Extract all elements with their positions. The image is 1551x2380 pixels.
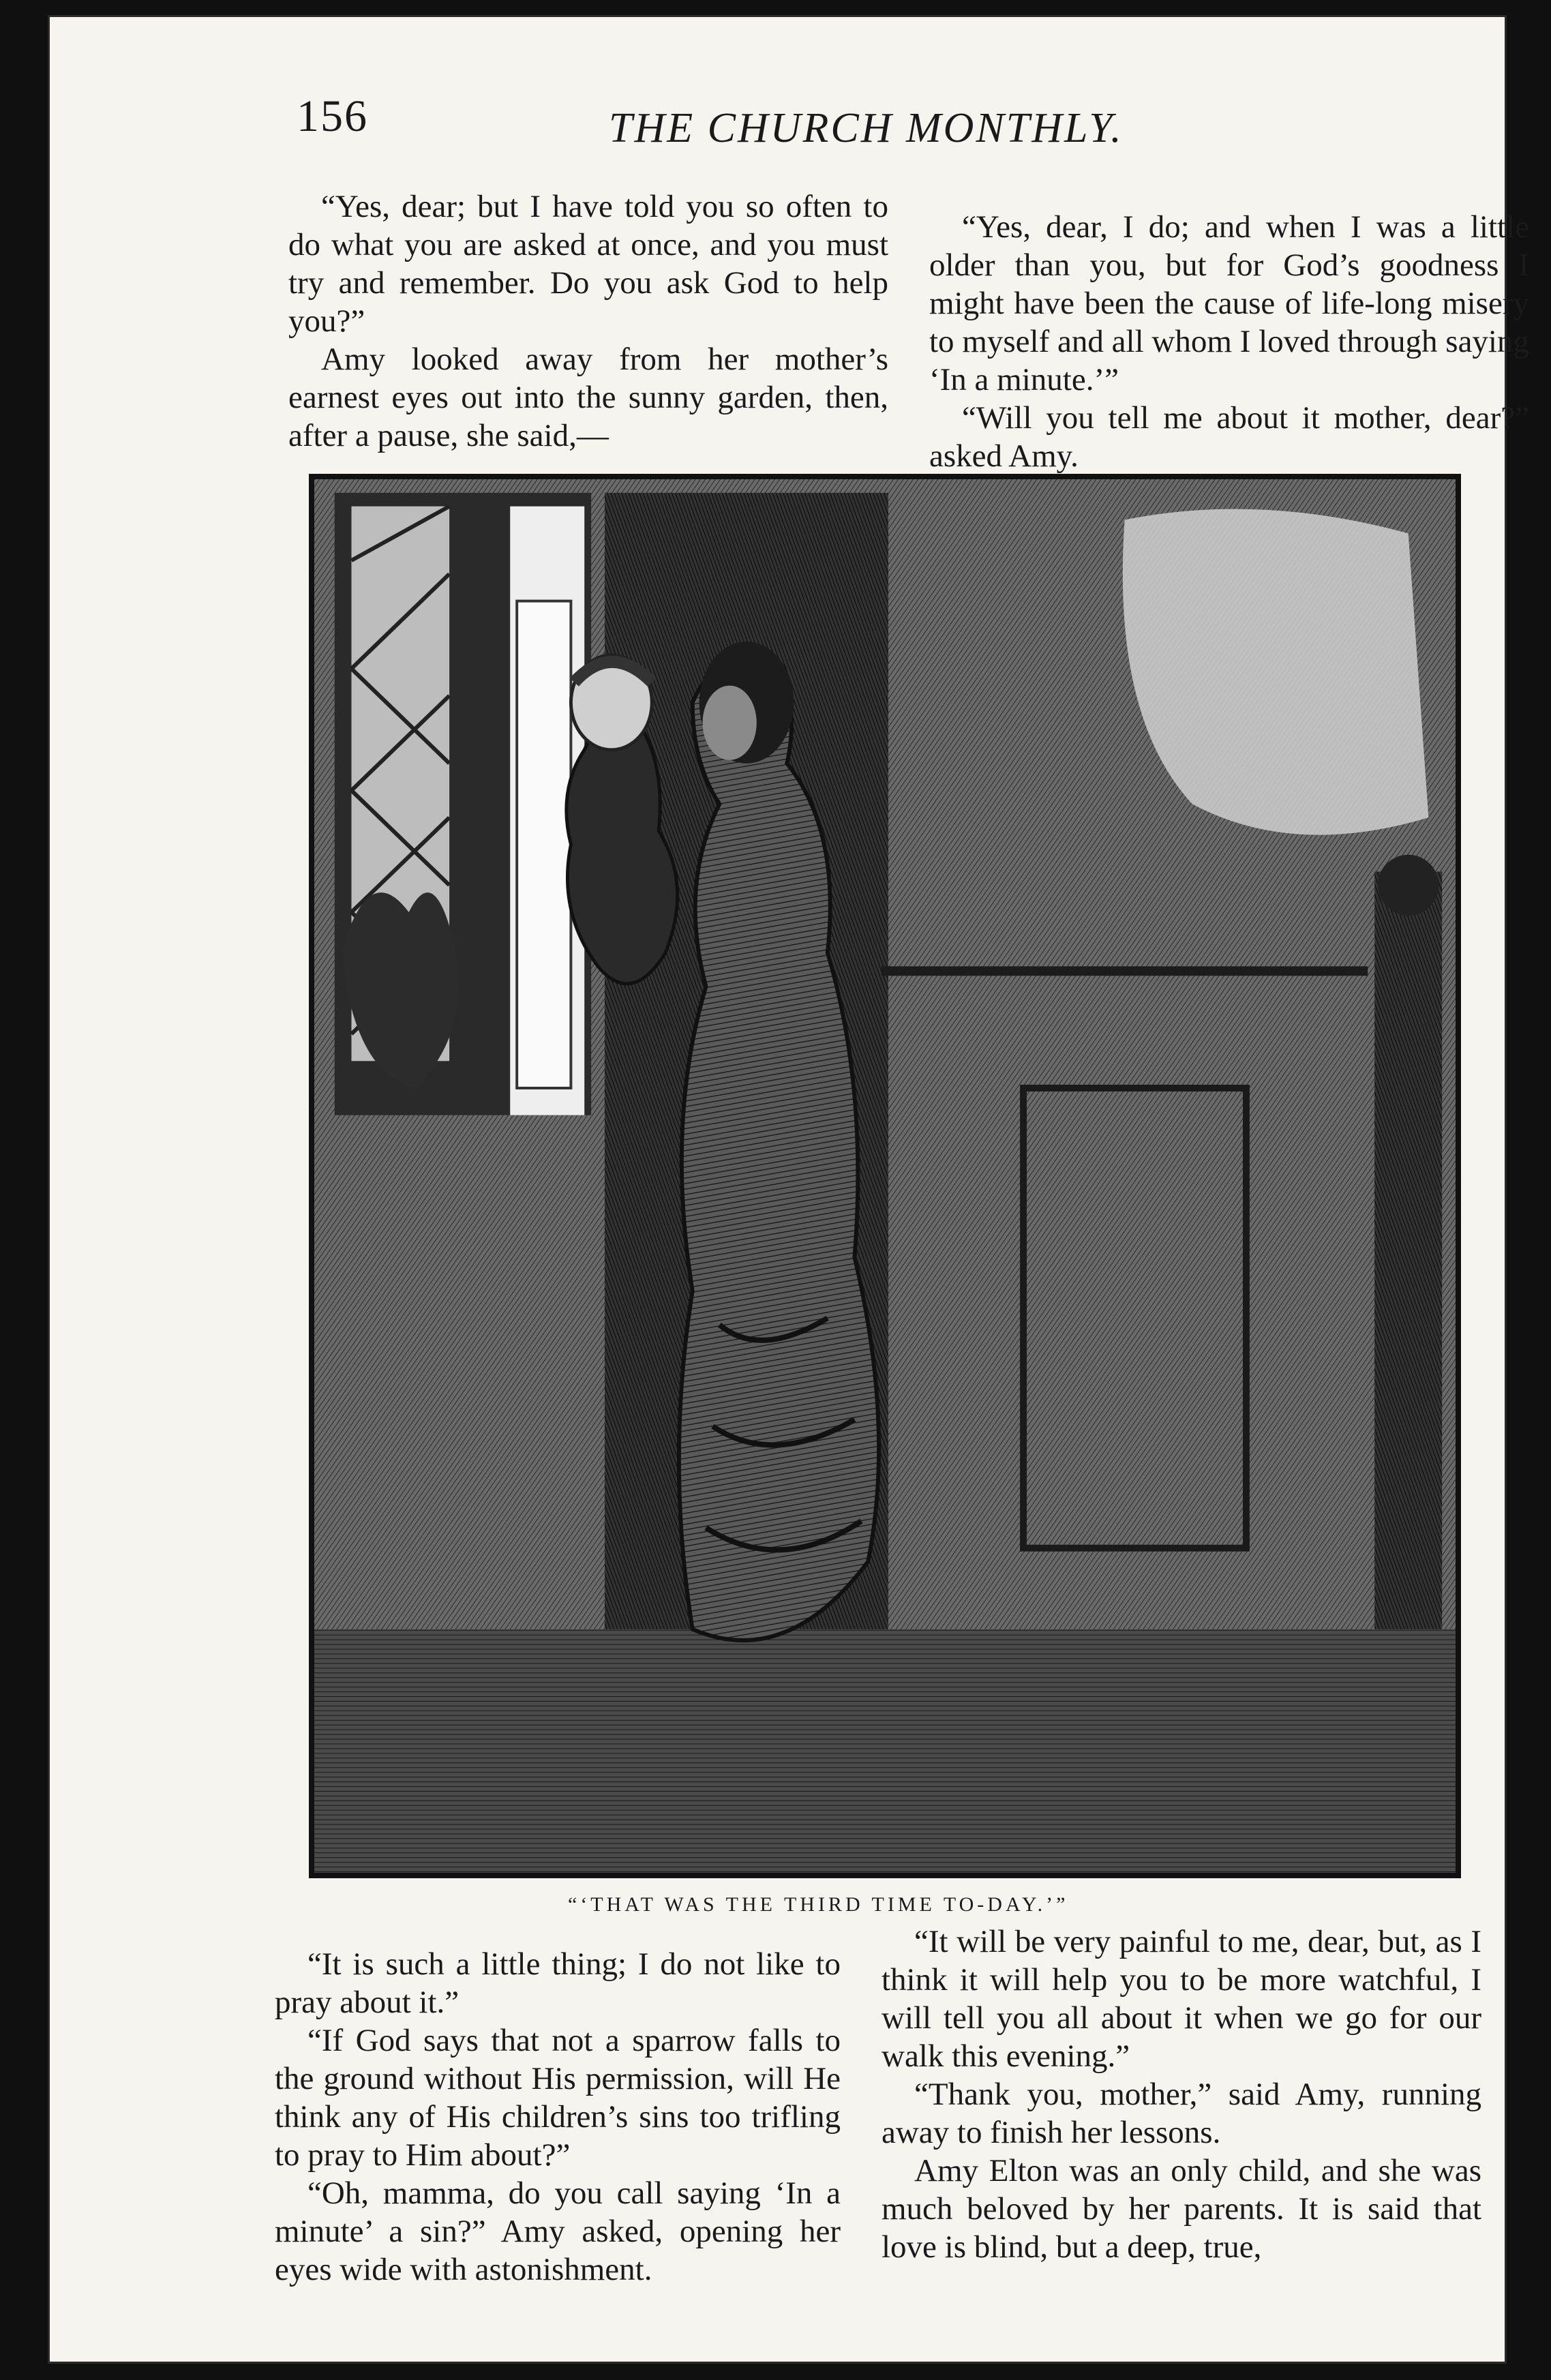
text-column-bottom-left (275, 1945, 841, 2289)
paragraph: Amy Elton was an only child, and she was much beloved by her parents. It is said that love is blind, but a deep, true, (882, 2153, 1481, 2265)
page-number: 156 (297, 91, 368, 141)
paragraph: “If God says that not a sparrow falls to the ground without His permission, will He think any of His children’s sins too trifling to pray to Him about?” (275, 2023, 841, 2173)
paragraph: Amy looked away from her mother’s earnest eyes out into the sunny garden, then, after a pause, she said,— (288, 342, 888, 453)
text-column-top-right (929, 208, 1529, 475)
paragraph: “Yes, dear; but I have told you so often to do what you are asked at once, and you must try and remember. Do you ask God to help you?” (288, 189, 888, 339)
paragraph: “Yes, dear, I do; and when I was a little older than you, but for God’s goodness I might have been the cause of life-long misery to myself and all whom I loved through saying ‘In a minute.’” (929, 209, 1529, 397)
paragraph: “Thank you, mother,” said Amy, running away to finish her lessons. (882, 2077, 1481, 2150)
text-column-top-left (288, 187, 888, 455)
illustration-caption: “‘THAT WAS THE THIRD TIME TO-DAY.’” (568, 1893, 1069, 1916)
paragraph: “It is such a little thing; I do not like to pray about it.” (275, 1946, 841, 2020)
paragraph: “Will you tell me about it mother, dear?” asked Amy. (929, 400, 1529, 474)
running-title: THE CHURCH MONTHLY. (609, 105, 1124, 151)
engraving-illustration (309, 474, 1461, 1878)
mother-and-child-engraving (314, 479, 1456, 1873)
text-column-bottom-right (882, 1923, 1481, 2266)
paragraph: “It will be very painful to me, dear, but, as I think it will help you to be more watchful, I will tell you all about it when we go for our walk this evening.” (882, 1924, 1481, 2074)
magazine-page (48, 15, 1529, 2364)
paragraph: “Oh, mamma, do you call saying ‘In a minute’ a sin?” Amy asked, opening her eyes wide with astonishment. (275, 2175, 841, 2287)
